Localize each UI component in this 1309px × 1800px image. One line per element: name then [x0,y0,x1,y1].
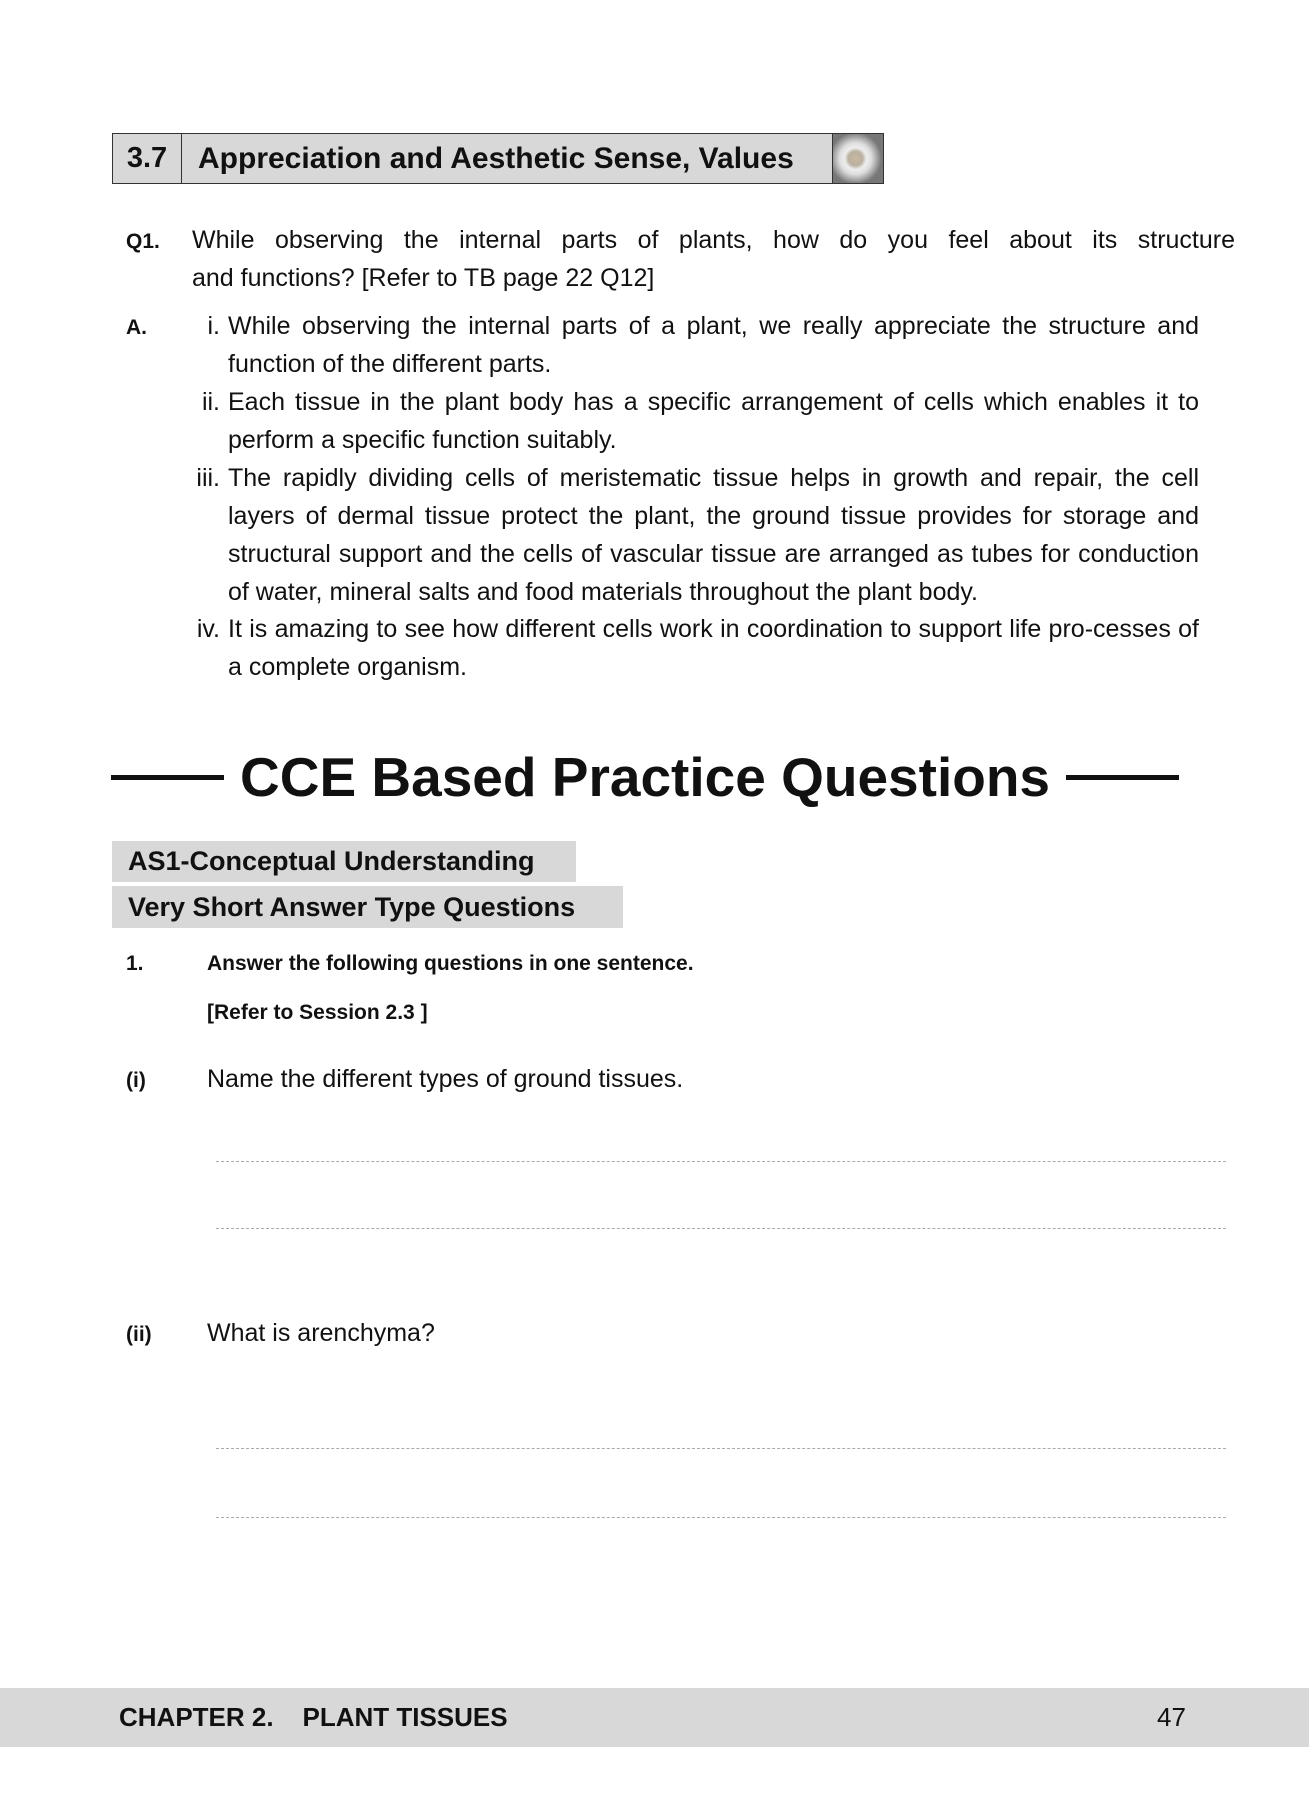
question-line-1: While observing the internal parts of plants, how do you feel about its structure [192,226,1235,254]
answer-item [172,383,1199,459]
answer-item [172,459,1199,611]
answer-item-number: i. [207,312,220,340]
answer-item [172,610,1199,686]
answer-line[interactable] [216,1161,1226,1162]
instruction-number: 1. [126,952,144,975]
section-number: 3.7 [113,134,182,183]
answer-line[interactable] [216,1448,1226,1449]
question-number: (i) [126,1069,146,1092]
instruction-reference: [Refer to Session 2.3 ] [207,1001,428,1024]
page-footer [0,1688,1309,1747]
section-title: Appreciation and Aesthetic Sense, Values [198,141,794,175]
answer-label: A. [126,316,147,339]
answer-item [172,307,1199,383]
question-text: What is arenchyma? [207,1319,435,1347]
answer-item-number: iv. [196,615,220,643]
answer-item-text: Each tissue in the plant body has a specific arrangement of cells which enables it to perform a specific function suitably. [228,388,1199,454]
chapter-title: CHAPTER 2. PLANT TISSUES [119,1702,508,1732]
cce-title: CCE Based Practice Questions [240,746,1051,808]
answer-item-number: iii. [196,464,220,492]
question-label: Q1. [126,230,160,253]
question-line-2: and functions? [Refer to TB page 22 Q12] [192,264,655,292]
question-text: Name the different types of ground tissues. [207,1065,684,1093]
answer-line[interactable] [216,1517,1226,1518]
heading-rule-right [1066,775,1179,780]
cce-heading [111,745,1196,809]
as1-label: AS1-Conceptual Understanding [112,841,576,882]
answer-item-text: The rapidly dividing cells of meristematic tissue helps in growth and repair, the cell layers of dermal tissue protect the plant, the ground tissue provides for storage and structural support and the cells of vascular tissue are arranged as tubes for conduction of water, mineral salts and food materials throughout the plant body. [228,464,1199,606]
section-header [112,133,884,184]
answer-item-text: It is amazing to see how different cells work in coordination to support life pro-cesses of a complete organism. [228,615,1199,681]
page-number: 47 [1157,1702,1186,1732]
question-number: (ii) [126,1323,152,1346]
question-type-label: Very Short Answer Type Questions [112,886,623,928]
flower-photo-icon [832,134,883,183]
answer-item-number: ii. [201,388,220,416]
instruction-text: Answer the following questions in one sentence. [207,952,694,975]
answer-item-text: While observing the internal parts of a plant, we really appreciate the structure and function of the different parts. [228,312,1199,378]
answer-line[interactable] [216,1228,1226,1229]
heading-rule-left [111,775,224,780]
